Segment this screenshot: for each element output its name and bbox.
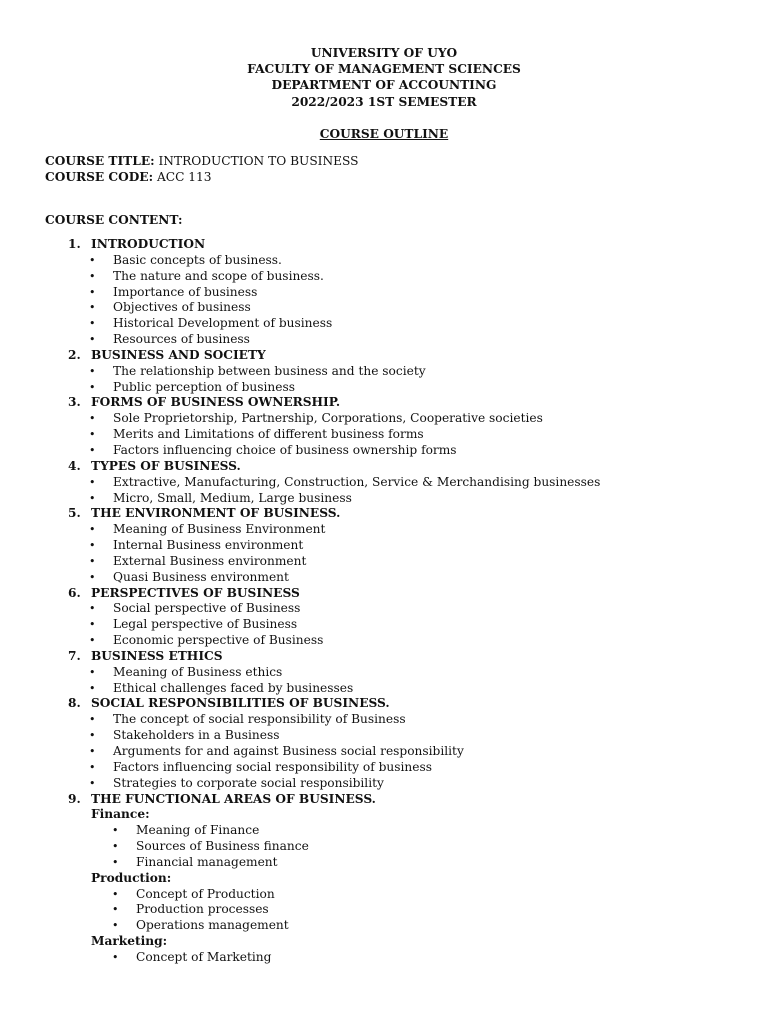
document-header (0, 45, 768, 110)
list-item (0, 475, 768, 491)
list-item-text: Factors influencing social responsibility of business (113, 759, 432, 774)
bullet-icon: • (112, 950, 119, 964)
list-item-text: Legal perspective of Business (113, 617, 298, 632)
bullet-icon: • (89, 539, 96, 553)
list-item (0, 760, 768, 776)
section-heading (0, 395, 768, 411)
course-title-value: INTRODUCTION TO BUSINESS (158, 154, 359, 168)
list-item (0, 744, 768, 760)
course-meta (45, 153, 359, 185)
course-content-heading: COURSE CONTENT: (45, 213, 183, 227)
bullet-icon: • (89, 364, 96, 378)
section-title: FORMS OF BUSINESS OWNERSHIP. (91, 395, 341, 410)
list-item (0, 823, 768, 839)
list-item (0, 681, 768, 697)
bullet-icon: • (112, 824, 119, 838)
list-item (0, 285, 768, 301)
bullet-icon: • (89, 665, 96, 679)
section-title: THE ENVIRONMENT OF BUSINESS. (91, 506, 341, 521)
list-item (0, 601, 768, 617)
semester-label: 2022/2023 1ST SEMESTER (291, 94, 477, 109)
list-item (0, 380, 768, 396)
list-item-text: Objectives of business (113, 300, 251, 315)
list-item-text: Historical Development of business (113, 316, 333, 331)
section-title: BUSINESS AND SOCIETY (91, 347, 266, 362)
list-item (0, 776, 768, 792)
list-item (0, 570, 768, 586)
list-item-text: The nature and scope of business. (113, 268, 324, 283)
bullet-icon: • (89, 285, 96, 299)
list-item-text: Social perspective of Business (113, 601, 301, 616)
subsection-heading (0, 807, 768, 823)
list-item (0, 617, 768, 633)
section-number: 4. (68, 458, 81, 473)
list-item (0, 712, 768, 728)
section-number: 7. (68, 648, 81, 663)
section-heading (0, 348, 768, 364)
list-item-text: Meaning of Finance (136, 823, 260, 838)
list-item-text: Sources of Business finance (136, 839, 309, 854)
bullet-icon: • (89, 554, 96, 568)
course-title-line (45, 153, 359, 169)
section-title: INTRODUCTION (91, 237, 206, 251)
list-item (0, 253, 768, 269)
section-heading (0, 792, 768, 808)
list-item-text: Basic concepts of business. (113, 252, 282, 267)
list-item (0, 332, 768, 348)
section-heading (0, 696, 768, 712)
list-item (0, 554, 768, 570)
list-item (0, 918, 768, 934)
bullet-icon: • (89, 776, 96, 790)
subsection-title: Production: (91, 870, 172, 885)
list-item-text: The concept of social responsibility of Business (113, 712, 406, 727)
bullet-icon: • (112, 903, 119, 917)
bullet-icon: • (89, 443, 96, 457)
section-number: 6. (68, 585, 81, 600)
section-title: TYPES OF BUSINESS. (91, 458, 241, 473)
course-outline-heading: COURSE OUTLINE (319, 127, 449, 141)
list-item-text: Operations management (136, 918, 289, 933)
bullet-icon: • (89, 634, 96, 648)
list-item-text: Concept of Marketing (136, 949, 272, 964)
section-heading (0, 586, 768, 602)
section-title: SOCIAL RESPONSIBILITIES OF BUSINESS. (91, 696, 390, 711)
faculty-name: FACULTY OF MANAGEMENT SCIENCES (247, 62, 521, 77)
list-item (0, 633, 768, 649)
bullet-icon: • (112, 919, 119, 933)
section-title: BUSINESS ETHICS (91, 648, 223, 663)
bullet-icon: • (89, 253, 96, 267)
bullet-icon: • (89, 523, 96, 537)
section-heading (0, 506, 768, 522)
subsection-title: Marketing: (91, 934, 168, 949)
department-name: DEPARTMENT OF ACCOUNTING (271, 78, 497, 93)
list-item (0, 364, 768, 380)
section-title: THE FUNCTIONAL AREAS OF BUSINESS. (91, 791, 376, 806)
section-number: 2. (68, 347, 81, 362)
list-item-text: Resources of business (113, 332, 250, 347)
list-item-text: Public perception of business (113, 379, 295, 394)
list-item-text: Ethical challenges faced by businesses (113, 680, 354, 695)
list-item-text: Production processes (136, 902, 269, 917)
section-heading (0, 237, 768, 253)
bullet-icon: • (89, 681, 96, 695)
bullet-icon: • (89, 317, 96, 331)
university-name: UNIVERSITY OF UYO (310, 46, 458, 60)
bullet-icon: • (89, 491, 96, 505)
list-item-text: The relationship between business and the society (113, 363, 426, 378)
section-number: 9. (68, 791, 81, 806)
bullet-icon: • (89, 412, 96, 426)
bullet-icon: • (89, 428, 96, 442)
list-item-text: External Business environment (113, 553, 307, 568)
list-item-text: Merits and Limitations of different business forms (113, 427, 424, 442)
list-item (0, 443, 768, 459)
list-item (0, 411, 768, 427)
list-item-text: Concept of Production (136, 886, 275, 901)
list-item-text: Strategies to corporate social responsibility (113, 775, 384, 790)
subsection-title: Finance: (91, 807, 150, 822)
bullet-icon: • (89, 713, 96, 727)
bullet-icon: • (89, 729, 96, 743)
list-item (0, 902, 768, 918)
list-item-text: Extractive, Manufacturing, Construction, Service & Merchandising businesses (113, 474, 601, 489)
section-number: 5. (68, 506, 81, 521)
list-item (0, 728, 768, 744)
section-number: 8. (68, 696, 81, 711)
list-item (0, 665, 768, 681)
subsection-heading (0, 934, 768, 950)
list-item (0, 522, 768, 538)
list-item-text: Importance of business (113, 284, 258, 299)
bullet-icon: • (89, 602, 96, 616)
bullet-icon: • (89, 333, 96, 347)
list-item-text: Quasi Business environment (113, 569, 289, 584)
subsection-heading (0, 871, 768, 887)
course-code-value: ACC 113 (156, 170, 212, 185)
list-item (0, 950, 768, 966)
course-code-line (45, 169, 359, 185)
list-item (0, 427, 768, 443)
section-number: 3. (68, 395, 81, 410)
bullet-icon: • (112, 840, 119, 854)
list-item (0, 269, 768, 285)
bullet-icon: • (112, 855, 119, 869)
bullet-icon: • (89, 301, 96, 315)
list-item (0, 538, 768, 554)
list-item (0, 839, 768, 855)
list-item (0, 855, 768, 871)
list-item-text: Arguments for and against Business social responsibility (113, 744, 464, 758)
section-number: 1. (68, 237, 81, 251)
section-heading (0, 459, 768, 475)
list-item-text: Sole Proprietorship, Partnership, Corporations, Cooperative societies (113, 411, 543, 426)
list-item-text: Meaning of Business Environment (113, 522, 326, 537)
course-code-label: COURSE CODE: (45, 170, 154, 185)
bullet-icon: • (112, 887, 119, 901)
list-item-text: Factors influencing choice of business ownership forms (113, 442, 457, 457)
section-heading (0, 649, 768, 665)
list-item (0, 316, 768, 332)
list-item-text: Internal Business environment (113, 538, 304, 553)
list-item (0, 300, 768, 316)
bullet-icon: • (89, 380, 96, 394)
section-title: PERSPECTIVES OF BUSINESS (91, 585, 300, 600)
bullet-icon: • (89, 269, 96, 283)
list-item-text: Meaning of Business ethics (113, 664, 283, 679)
bullet-icon: • (89, 745, 96, 758)
course-title-label: COURSE TITLE: (45, 154, 155, 168)
list-item-text: Economic perspective of Business (113, 633, 324, 648)
course-outline-list (0, 237, 768, 966)
bullet-icon: • (89, 760, 96, 774)
list-item (0, 491, 768, 507)
list-item (0, 887, 768, 903)
bullet-icon: • (89, 475, 96, 489)
list-item-text: Micro, Small, Medium, Large business (113, 490, 352, 505)
bullet-icon: • (89, 618, 96, 632)
list-item-text: Financial management (136, 854, 278, 869)
bullet-icon: • (89, 570, 96, 584)
list-item-text: Stakeholders in a Business (113, 728, 280, 743)
